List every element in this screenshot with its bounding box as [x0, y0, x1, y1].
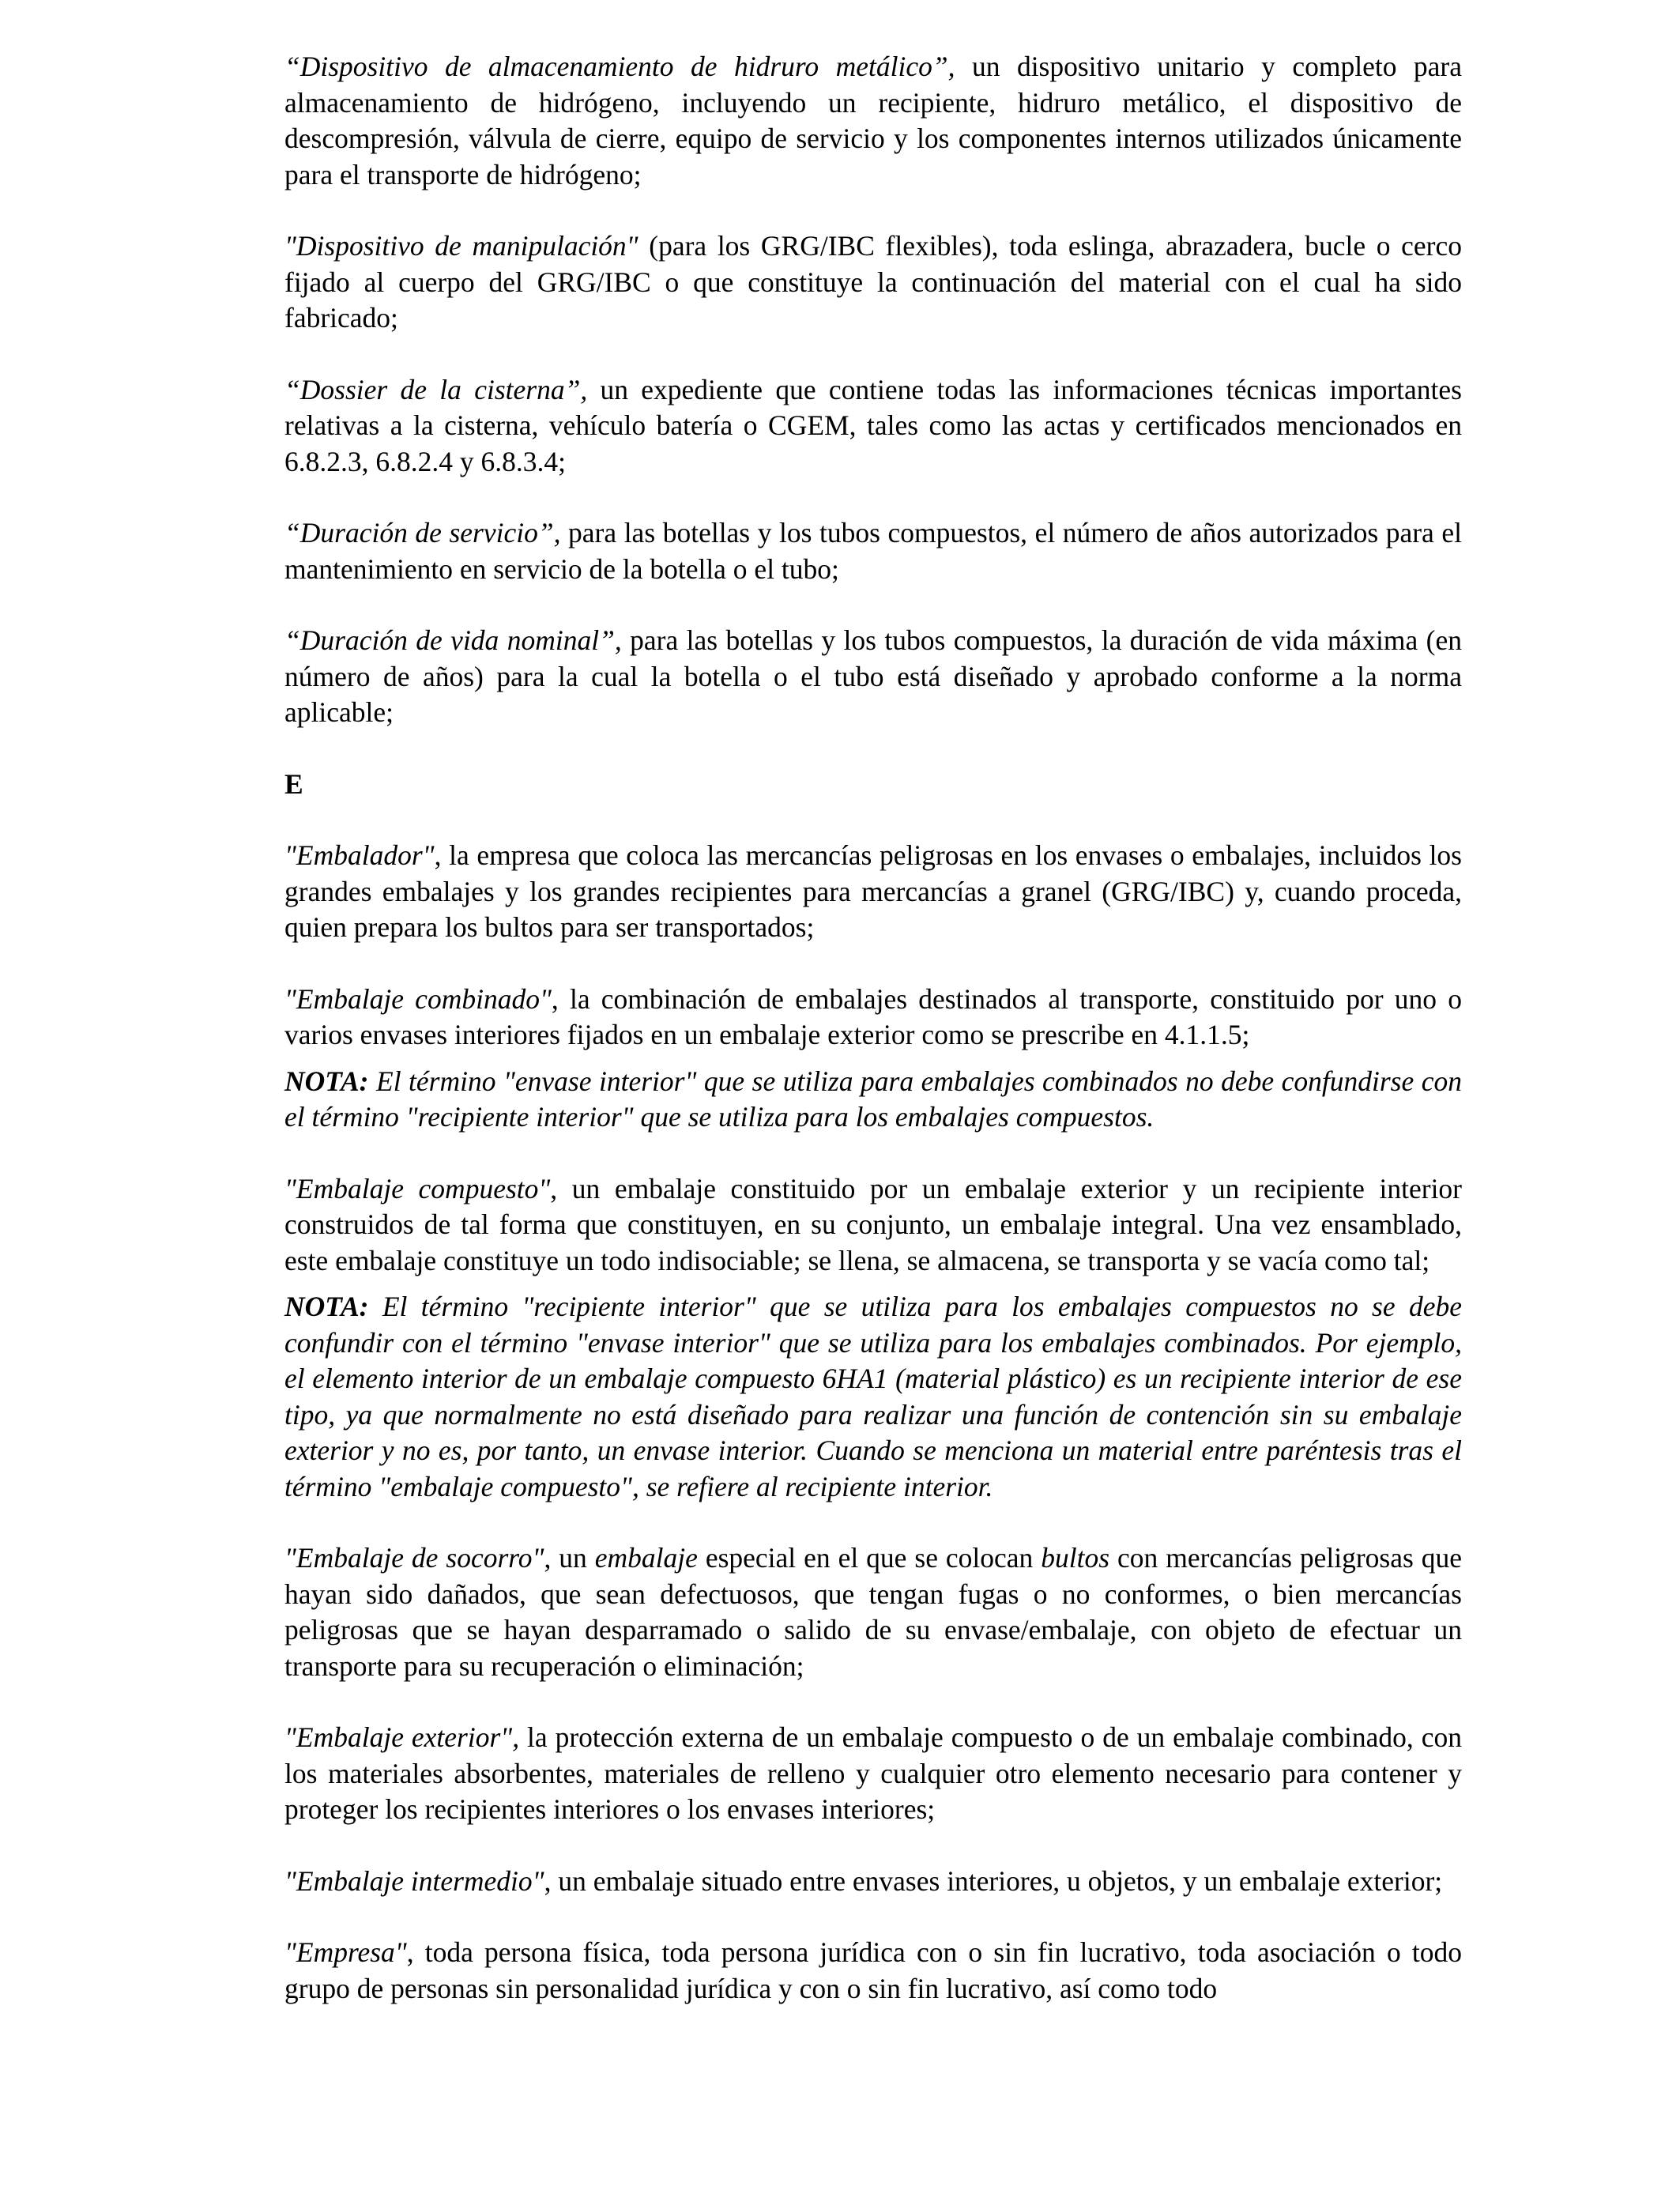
- definition-text: , la combinación de embalajes destinados al transporte, constituido por uno o varios envases interiores fijados en un embalaje exterior como se prescribe en 4.1.1.5;: [284, 982, 1462, 1050]
- emphasized-word: bultos: [1041, 1542, 1110, 1574]
- definition-text-part: con mercancías peligrosas que hayan sido dañados, que sean defectuosos, que tengan fugas o no conformes, o bien mercancías peligrosas que se hayan desparramado o salido de su envase/embalaje, con objeto de efectuar un transporte para su recuperación o eliminación;: [284, 1542, 1463, 1682]
- definition-text: para las botellas y los tubos compuestos, la duración de vida máxima (en número de años) para la cual la botella o el tubo está diseñado y aprobado conforme a la norma aplicable;: [284, 624, 1462, 728]
- definition-text: un dispositivo unitario y completo para almacenamiento de hidrógeno, incluyendo un recipiente, hidruro metálico, el dispositivo de descompresión, válvula de cierre, equipo de servicio y los componentes internos utilizados únicamente para el transporte de hidrógeno;: [284, 51, 1462, 190]
- definition-text: para las botellas y los tubos compuestos, el número de años autorizados para el mantenimiento en servicio de la botella o el tubo;: [284, 517, 1462, 585]
- definition-term: “Dossier de la cisterna”,: [284, 373, 588, 405]
- definition-dispositivo-manipulacion: [284, 228, 1462, 337]
- definition-term: "Embalaje intermedio": [284, 1864, 544, 1897]
- definition-embalaje-exterior: [284, 1720, 1462, 1828]
- note-embalaje-compuesto: [284, 1289, 1462, 1505]
- definition-text: , un embalaje constituido por un embalaje exterior y un recipiente interior construidos de tal forma que constituyen, en su conjunto, un embalaje integral. Una vez ensamblado, este embalaje constituye un todo indisociable; se llena, se almacena, se transporta y se vacía como tal;: [284, 1172, 1463, 1276]
- section-heading-letter: E: [284, 767, 303, 800]
- definition-term: "Empresa": [284, 1936, 407, 1968]
- definition-text-part: , un: [544, 1542, 595, 1574]
- definition-term: "Embalaje exterior",: [284, 1721, 520, 1753]
- note-label: NOTA:: [284, 1291, 369, 1322]
- definition-term: “Dispositivo de almacenamiento de hidruro metálico”,: [284, 51, 955, 82]
- definition-term: "Dispositivo de manipulación": [284, 230, 638, 262]
- definition-text: un expediente que contiene todas las informaciones técnicas importantes relativas a la cisterna, vehículo batería o CGEM, tales como las actas y certificados mencionados en 6.8.2.3, 6.8.2.4 y 6.8.3.4;: [284, 373, 1462, 477]
- definition-duracion-servicio: [284, 515, 1462, 587]
- definition-text-part: especial en el que se colocan: [697, 1542, 1042, 1574]
- note-text: El término "recipiente interior" que se utiliza para los embalajes compuestos no se debe confundir con el término "envase interior" que se utiliza para los embalajes combinados. Por ejemplo, el elemento interior de un embalaje compuesto 6HA1 (material plástico) es un recipiente interior de ese tipo, ya que normalmente no está diseñado para realizar una función de contención sin su embalaje exterior y no es, por tanto, un envase interior. Cuando se menciona un material entre paréntesis tras el término "embalaje compuesto", se refiere al recipiente interior.: [284, 1291, 1462, 1502]
- emphasized-word: embalaje: [594, 1542, 698, 1574]
- definition-term: "Embalaje compuesto": [284, 1172, 551, 1204]
- note-text: El término "envase interior" que se utiliza para embalajes combinados no debe confundirse con el término "recipiente interior" que se utiliza para los embalajes compuestos.: [284, 1065, 1462, 1133]
- definition-embalaje-combinado: [284, 982, 1462, 1054]
- definition-text: , toda persona física, toda persona jurídica con o sin fin lucrativo, toda asociación o todo grupo de personas sin personalidad jurídica y con o sin fin lucrativo, así como todo: [284, 1936, 1462, 2004]
- definition-text: , la empresa que coloca las mercancías peligrosas en los envases o embalajes, incluidos los grandes embalajes y los grandes recipientes para mercancías a granel (GRG/IBC) y, cuando proceda, quien prepara los bultos para ser transportados;: [284, 839, 1462, 943]
- definition-dossier-cisterna: [284, 372, 1462, 481]
- definition-embalaje-socorro: [284, 1540, 1462, 1684]
- note-label: NOTA:: [284, 1065, 369, 1097]
- definition-term: "Embalaje combinado": [284, 982, 552, 1015]
- note-embalaje-combinado: [284, 1064, 1462, 1136]
- definition-embalaje-intermedio: [284, 1864, 1462, 1900]
- definition-term: "Embalaje de socorro": [284, 1542, 544, 1574]
- definition-term: “Duración de vida nominal”,: [284, 624, 622, 656]
- definition-text: (para los GRG/IBC flexibles), toda eslinga, abrazadera, bucle o cerco fijado al cuerpo del GRG/IBC o que constituye la continuación del material con el cual ha sido fabricado;: [284, 230, 1462, 334]
- definition-duracion-vida-nominal: [284, 623, 1462, 731]
- definition-dispositivo-almacenamiento-hidruro: [284, 49, 1462, 193]
- definition-term: "Embalador": [284, 839, 435, 871]
- definition-term: “Duración de servicio”,: [284, 517, 561, 548]
- document-page: [284, 49, 1462, 2042]
- definition-embalador: [284, 838, 1462, 946]
- definition-embalaje-compuesto: [284, 1171, 1462, 1280]
- definition-text: la protección externa de un embalaje compuesto o de un embalaje combinado, con los materiales absorbentes, materiales de relleno y cualquier otro elemento necesario para contener y proteger los recipientes interiores o los envases interiores;: [284, 1721, 1463, 1825]
- definition-text: , un embalaje situado entre envases interiores, u objetos, y un embalaje exterior;: [544, 1864, 1443, 1897]
- definition-empresa: [284, 1935, 1462, 2007]
